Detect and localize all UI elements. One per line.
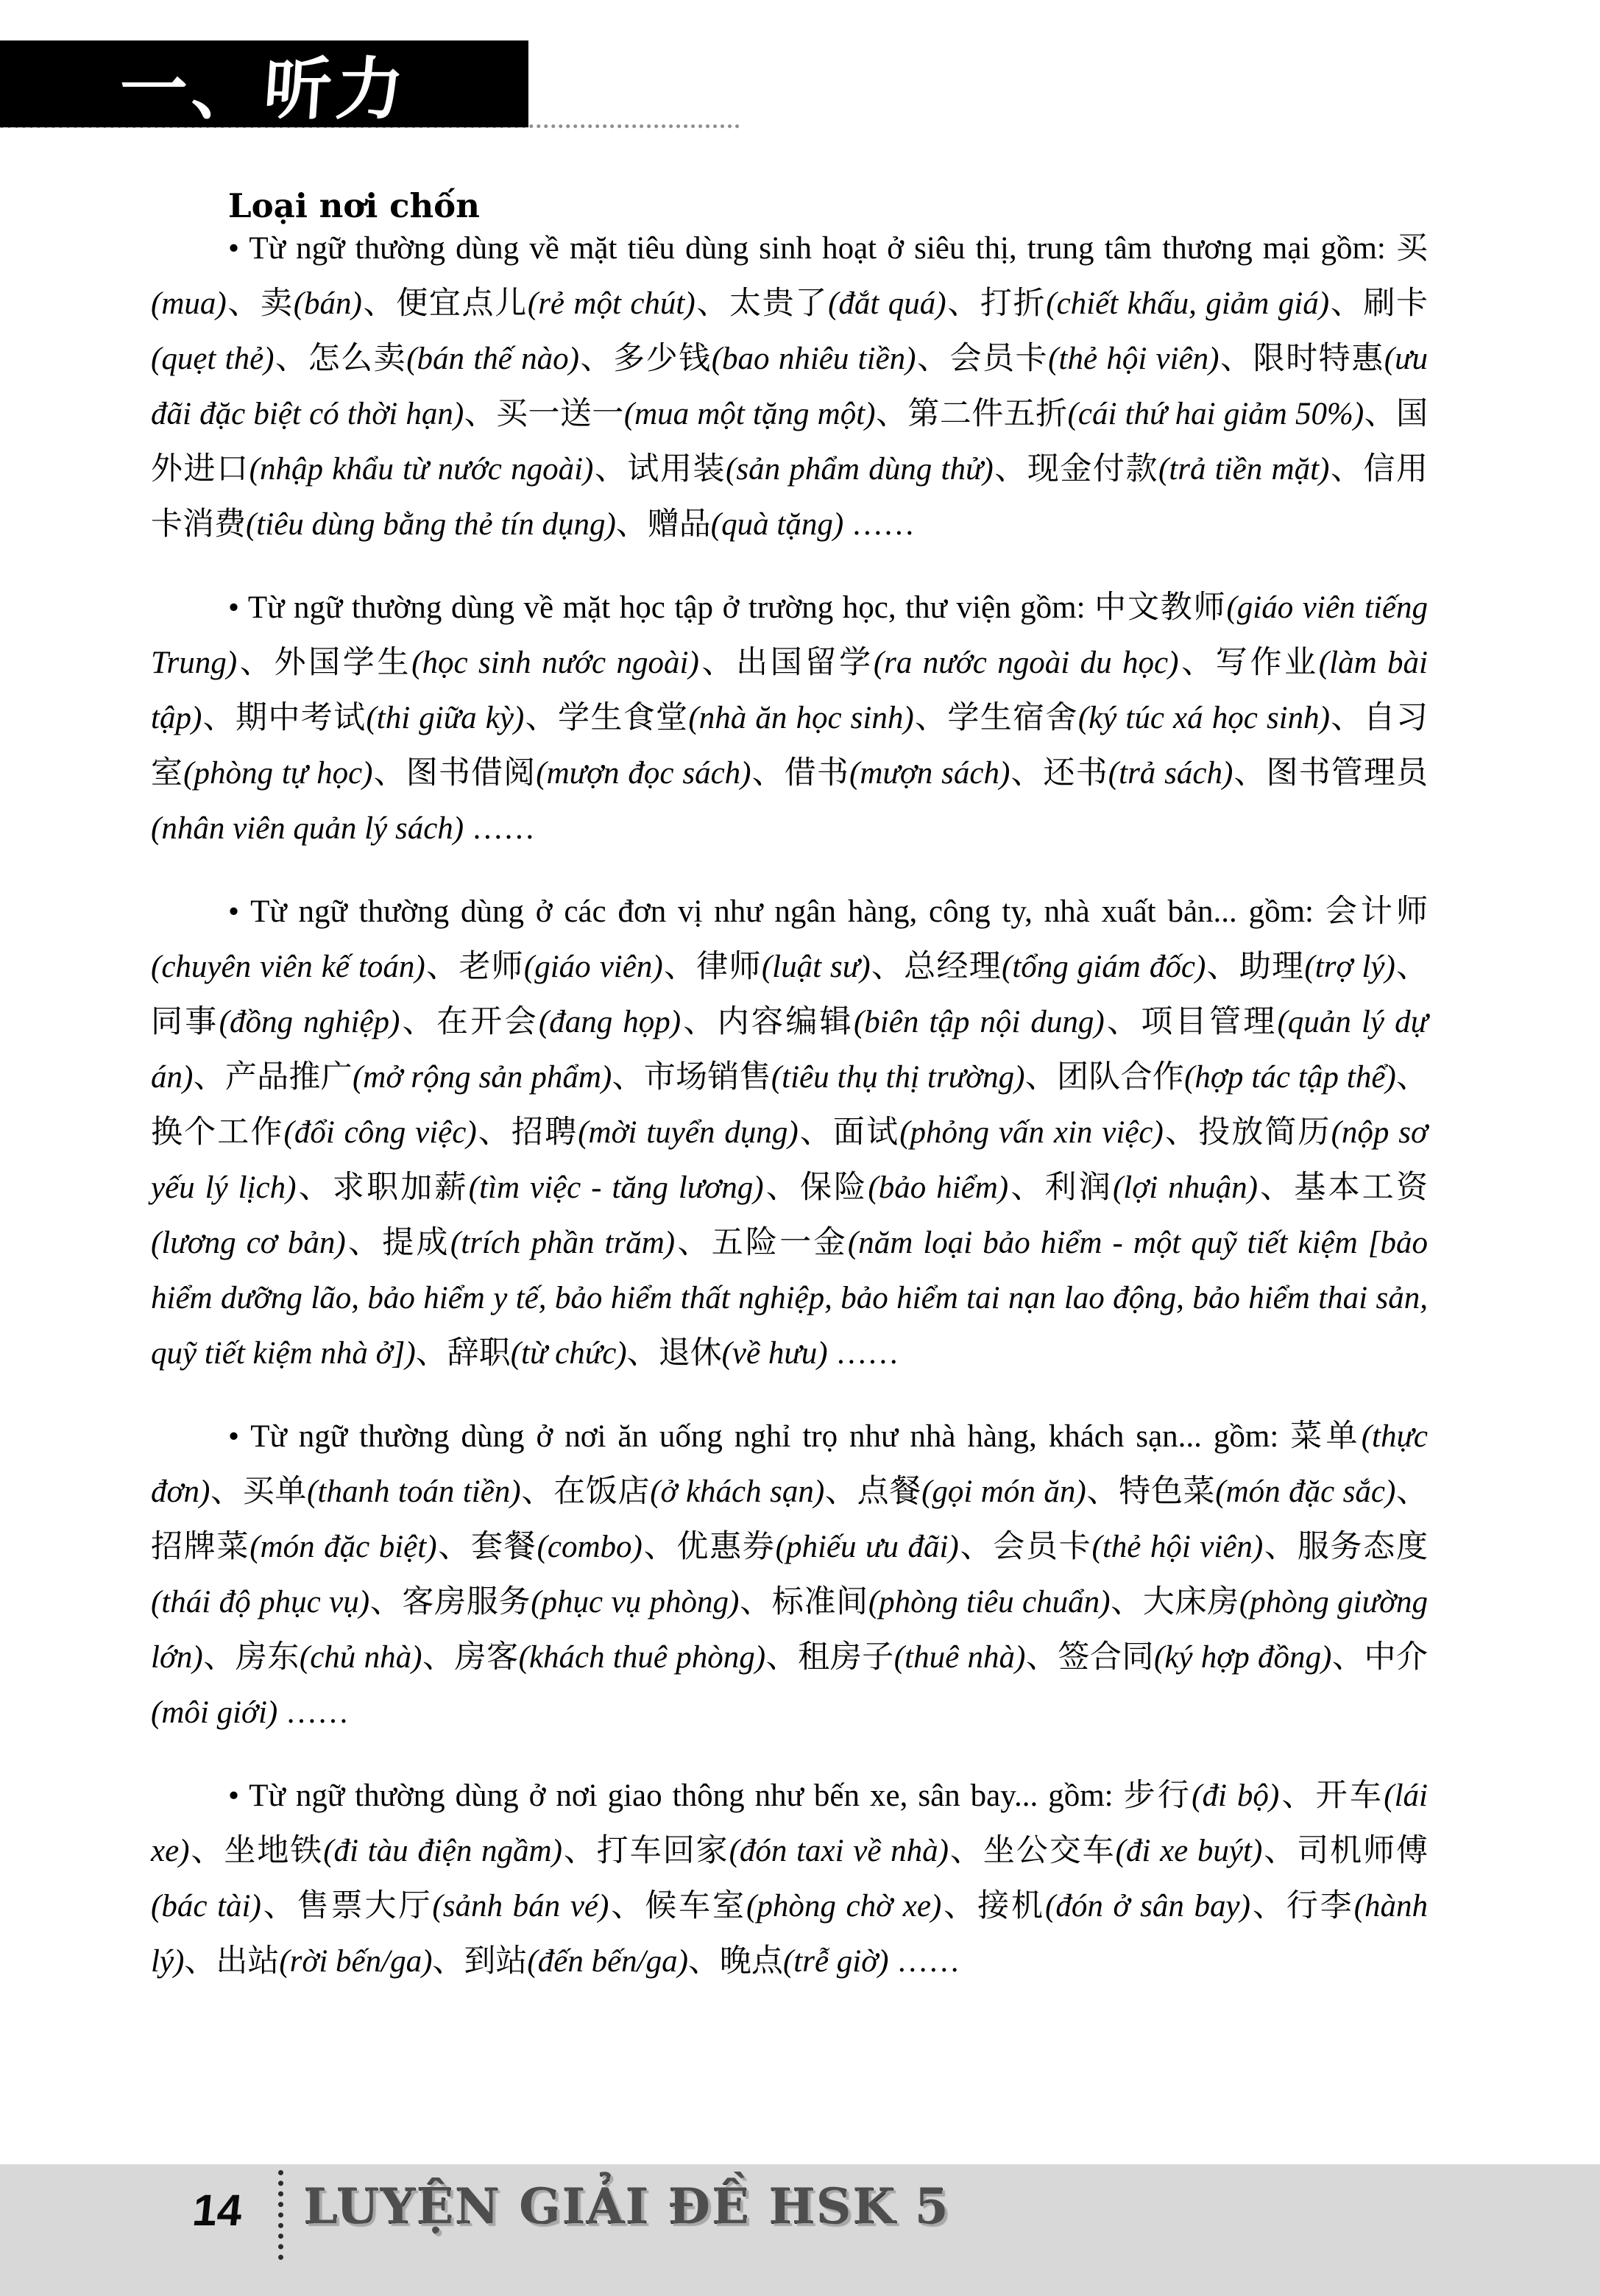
text-run: …… <box>277 1695 349 1730</box>
gloss-run: (giáo viên tiếng Trung) <box>151 590 1428 680</box>
book-title: LUYỆN GIẢI ĐỀ HSK 5 <box>303 2177 950 2235</box>
text-run: …… <box>888 1944 960 1979</box>
text-run: 、期中考试 <box>202 701 367 735</box>
gloss-run: (trễ giờ) <box>782 1944 889 1979</box>
gloss-run: (đi tàu điện ngầm) <box>323 1834 562 1868</box>
text-run: 、同事 <box>151 950 1429 1039</box>
text-run: 、还书 <box>1010 756 1108 791</box>
text-run: • Từ ngữ thường dùng ở nơi giao thông như bến xe, sân bay... gồm: 步行 <box>228 1778 1192 1813</box>
text-run: • Từ ngữ thường dùng ở nơi ăn uống nghỉ trọ như nhà hàng, khách sạn... gồm: 菜单 <box>228 1419 1362 1454</box>
gloss-run: (đang họp) <box>538 1005 682 1039</box>
text-run: 、第二件五折 <box>875 397 1068 431</box>
gloss-run: (gọi món ăn) <box>921 1474 1086 1509</box>
text-run: 、助理 <box>1206 950 1305 984</box>
gloss-run: (thái độ phục vụ) <box>151 1585 370 1619</box>
gloss-run: (thẻ hội viên) <box>1091 1530 1264 1564</box>
gloss-run: (lương cơ bản) <box>151 1226 346 1260</box>
gloss-run: (đi xe buýt) <box>1115 1834 1263 1868</box>
text-run: 、怎么卖 <box>274 342 407 376</box>
gloss-run: (nhân viên quản lý sách) <box>151 811 464 846</box>
paragraph <box>151 580 1428 856</box>
gloss-run: (chiết khấu, giảm giá) <box>1046 286 1330 321</box>
gloss-run: (khách thuê phòng) <box>518 1640 766 1675</box>
gloss-run: (hợp tác tập thể) <box>1184 1060 1396 1095</box>
gloss-run: (ưu đãi đặc biệt có thời hạn) <box>151 342 1429 431</box>
text-run: 、五险一金 <box>675 1226 848 1260</box>
gloss-run: (tiêu dùng bằng thẻ tín dụng) <box>246 507 616 542</box>
gloss-run: (đến bến/ga) <box>527 1944 688 1979</box>
text-run: 、出站 <box>184 1944 280 1979</box>
text-run: 、面试 <box>798 1115 900 1150</box>
text-run: 、老师 <box>425 950 524 984</box>
footer-dotted-divider <box>278 2170 283 2260</box>
text-run: 、市场销售 <box>612 1060 771 1095</box>
text-run: 、到站 <box>432 1944 528 1979</box>
text-run: 、候车室 <box>609 1889 747 1924</box>
page-footer <box>0 2164 1600 2296</box>
gloss-run: (biên tập nội dung) <box>853 1005 1105 1039</box>
gloss-run: (chuyên viên kế toán) <box>151 950 425 984</box>
text-run: 、辞职 <box>415 1336 511 1371</box>
text-run: 、服务态度 <box>1263 1530 1429 1564</box>
gloss-run: (trả sách) <box>1108 756 1233 791</box>
gloss-run: (trả tiền mặt) <box>1158 452 1330 487</box>
text-run: 、司机师傅 <box>1262 1834 1429 1868</box>
paragraph <box>151 221 1428 552</box>
gloss-run: (bán) <box>293 286 362 321</box>
gloss-run: (món đặc sắc) <box>1215 1474 1396 1509</box>
text-run: 、租房子 <box>765 1640 894 1675</box>
gloss-run: (từ chức) <box>510 1336 627 1371</box>
text-run: 、项目管理 <box>1104 1005 1278 1039</box>
gloss-run: (tổng giám đốc) <box>1002 950 1206 984</box>
text-run: 、套餐 <box>436 1530 537 1564</box>
text-run: 、信用卡消费 <box>151 452 1429 542</box>
gloss-run: (nhà ăn học sinh) <box>688 701 914 735</box>
text-run: 、点餐 <box>824 1474 922 1509</box>
text-run: 、产品推广 <box>193 1060 353 1095</box>
gloss-run: (quản lý dự án) <box>151 1005 1429 1095</box>
text-run: 、基本工资 <box>1257 1170 1429 1205</box>
text-run: 、多少钱 <box>578 342 712 376</box>
gloss-run: (phiếu ưu đãi) <box>775 1530 959 1564</box>
gloss-run: (bán thế nào) <box>406 342 579 376</box>
text-run: 、打折 <box>946 286 1047 321</box>
page-number: 14 <box>190 2186 245 2235</box>
gloss-run: (đón ở sân bay) <box>1045 1889 1250 1924</box>
text-run: 、现金付款 <box>993 452 1158 487</box>
text-run: 、会员卡 <box>958 1530 1092 1564</box>
gloss-run: (đi bộ) <box>1192 1778 1280 1813</box>
text-run: 、坐公交车 <box>948 1834 1116 1868</box>
text-run: • Từ ngữ thường dùng về mặt học tập ở trường học, thư viện gồm: 中文教师 <box>228 590 1227 625</box>
text-run: …… <box>827 1336 899 1371</box>
gloss-run: (tìm việc - tăng lương) <box>468 1170 764 1205</box>
gloss-run: (đồng nghiệp) <box>219 1005 400 1039</box>
text-run: 、学生宿舍 <box>913 701 1078 735</box>
text-run: 、内容编辑 <box>681 1005 854 1039</box>
text-run: 、优惠券 <box>642 1530 776 1564</box>
text-run: 、在饭店 <box>520 1474 651 1509</box>
text-run: 、客房服务 <box>369 1585 531 1619</box>
text-run: • Từ ngữ thường dùng ở các đơn vị như ngân hàng, công ty, nhà xuất bản... gồm: 会计师 <box>228 894 1428 929</box>
text-run: 、招聘 <box>476 1115 578 1150</box>
gloss-run: (thi giữa kỳ) <box>366 701 525 735</box>
gloss-run: (phòng tự học) <box>183 756 373 791</box>
gloss-run: (ở khách sạn) <box>650 1474 825 1509</box>
gloss-run: (giáo viên) <box>523 950 663 984</box>
paragraph <box>151 884 1428 1381</box>
text-run: 、外国学生 <box>237 646 412 680</box>
gloss-run: (nộp sơ yếu lý lịch) <box>151 1115 1428 1205</box>
gloss-run: (thuê nhà) <box>893 1640 1026 1675</box>
text-run: 、开车 <box>1279 1778 1384 1813</box>
gloss-run: (luật sư) <box>761 950 871 984</box>
gloss-run: (ra nước ngoài du học) <box>873 646 1179 680</box>
gloss-run: (phòng giường lớn) <box>151 1585 1429 1675</box>
text-run: 、写作业 <box>1178 646 1319 680</box>
text-run: 、换个工作 <box>151 1060 1429 1150</box>
paragraph <box>151 1768 1428 1989</box>
text-run: 、售票大厅 <box>261 1889 433 1924</box>
gloss-run: (thẻ hội viên) <box>1048 342 1220 376</box>
gloss-run: (đắt quá) <box>828 286 946 321</box>
gloss-run: (lợi nhuận) <box>1112 1170 1258 1205</box>
text-run: 、买一送一 <box>464 397 624 431</box>
gloss-run: (món đặc biệt) <box>249 1530 437 1564</box>
gloss-run: (làm bài tập) <box>151 646 1428 735</box>
gloss-run: (hành lý) <box>151 1889 1429 1979</box>
text-run: 、中介 <box>1331 1640 1428 1675</box>
text-run: 、卖 <box>226 286 294 321</box>
text-run: 、自习室 <box>151 701 1429 791</box>
text-run: 、便宜点儿 <box>361 286 528 321</box>
gloss-run: (mua một tặng một) <box>623 397 876 431</box>
text-run: 、保险 <box>763 1170 868 1205</box>
gloss-run: (mượn sách) <box>849 756 1010 791</box>
gloss-run: (rẻ một chút) <box>527 286 695 321</box>
text-run: 、限时特惠 <box>1219 342 1384 376</box>
gloss-run: (chủ nhà) <box>299 1640 422 1675</box>
text-run: 、房东 <box>202 1640 300 1675</box>
text-run: 、房客 <box>422 1640 519 1675</box>
gloss-run: (quà tặng) <box>710 507 844 542</box>
gloss-run: (về hưu) <box>721 1336 828 1371</box>
gloss-run: (đổi công việc) <box>283 1115 477 1150</box>
text-run: 、大床房 <box>1110 1585 1239 1619</box>
section-banner <box>0 40 528 127</box>
text-run: 、提成 <box>345 1226 450 1260</box>
gloss-run: (trích phần trăm) <box>450 1226 676 1260</box>
text-run: 、标准间 <box>739 1585 868 1619</box>
gloss-run: (lái xe) <box>151 1778 1428 1868</box>
text-run: 、学生食堂 <box>524 701 689 735</box>
text-run: 、会员卡 <box>916 342 1049 376</box>
gloss-run: (trợ lý) <box>1304 950 1395 984</box>
text-run: …… <box>464 811 535 846</box>
gloss-run: (bao nhiêu tiền) <box>711 342 916 376</box>
section-heading: Loại nơi chốn <box>228 186 480 226</box>
gloss-run: (năm loại bảo hiểm - một quỹ tiết kiệm [bảo hiểm dưỡng lão, bảo hiểm y tế, bảo hiểm thất nghiệp, bảo hiểm tai nạn lao động, bảo hiểm thai sản, quỹ tiết kiệm nhà ở]) <box>151 1226 1429 1371</box>
text-run: 、坐地铁 <box>189 1834 324 1868</box>
text-run: 、出国留学 <box>698 646 874 680</box>
text-run: …… <box>843 507 915 542</box>
text-run: 、接机 <box>941 1889 1045 1924</box>
text-run: 、买单 <box>210 1474 308 1509</box>
text-run: 、招牌菜 <box>151 1474 1429 1564</box>
gloss-run: (sảnh bán vé) <box>432 1889 609 1924</box>
text-run: 、投放简历 <box>1163 1115 1331 1150</box>
text-run: 、太贵了 <box>695 286 829 321</box>
gloss-run: (mua) <box>151 286 227 321</box>
gloss-run: (phòng chờ xe) <box>746 1889 942 1924</box>
gloss-run: (phòng tiêu chuẩn) <box>868 1585 1111 1619</box>
text-run: 、求职加薪 <box>296 1170 469 1205</box>
content <box>151 221 1428 2017</box>
paragraph <box>151 1409 1428 1740</box>
text-run: 、打车回家 <box>562 1834 729 1868</box>
gloss-run: (phỏng vấn xin việc) <box>899 1115 1164 1150</box>
gloss-run: (rời bến/ga) <box>279 1944 433 1979</box>
text-run: 、退休 <box>626 1336 722 1371</box>
text-run: 、晚点 <box>687 1944 783 1979</box>
gloss-run: (đón taxi về nhà) <box>729 1834 949 1868</box>
gloss-run: (cái thứ hai giảm 50%) <box>1067 397 1364 431</box>
gloss-run: (mượn đọc sách) <box>536 756 751 791</box>
gloss-run: (bác tài) <box>151 1889 261 1924</box>
gloss-run: (tiêu thụ thị trường) <box>771 1060 1025 1095</box>
text-run: 、团队合作 <box>1024 1060 1185 1095</box>
banner-title: 一、听力 <box>116 49 411 129</box>
gloss-run: (bảo hiểm) <box>868 1170 1009 1205</box>
gloss-run: (học sinh nước ngoài) <box>411 646 699 680</box>
text-run: 、利润 <box>1008 1170 1113 1205</box>
text-run: 、图书借阅 <box>372 756 537 791</box>
text-run: 、刷卡 <box>1329 286 1429 321</box>
text-run: 、签合同 <box>1025 1640 1154 1675</box>
gloss-run: (combo) <box>537 1530 643 1564</box>
gloss-run: (mời tuyển dụng) <box>578 1115 799 1150</box>
gloss-run: (thực đơn) <box>151 1419 1428 1509</box>
text-run: 、行李 <box>1250 1889 1354 1924</box>
gloss-run: (môi giới) <box>151 1695 278 1730</box>
gloss-run: (nhập khẩu từ nước ngoài) <box>249 452 594 487</box>
text-run: 、图书管理员 <box>1233 756 1429 791</box>
text-run: 、试用装 <box>593 452 726 487</box>
gloss-run: (thanh toán tiền) <box>307 1474 521 1509</box>
gloss-run: (sản phẩm dùng thử) <box>726 452 994 487</box>
text-run: 、律师 <box>662 950 762 984</box>
gloss-run: (ký túc xá học sinh) <box>1077 701 1330 735</box>
text-run: 、特色菜 <box>1086 1474 1216 1509</box>
text-run: 、在开会 <box>400 1005 539 1039</box>
text-run: • Từ ngữ thường dùng về mặt tiêu dùng sinh hoạt ở siêu thị, trung tâm thương mại gồm: 买 <box>228 231 1428 266</box>
text-run: 、国外进口 <box>151 397 1429 487</box>
gloss-run: (phục vụ phòng) <box>531 1585 740 1619</box>
gloss-run: (ký hợp đồng) <box>1154 1640 1332 1675</box>
gloss-run: (mở rộng sản phẩm) <box>352 1060 612 1095</box>
text-run: 、总经理 <box>870 950 1002 984</box>
text-run: 、赠品 <box>615 507 711 542</box>
text-run: 、借书 <box>751 756 849 791</box>
gloss-run: (quẹt thẻ) <box>151 342 275 376</box>
